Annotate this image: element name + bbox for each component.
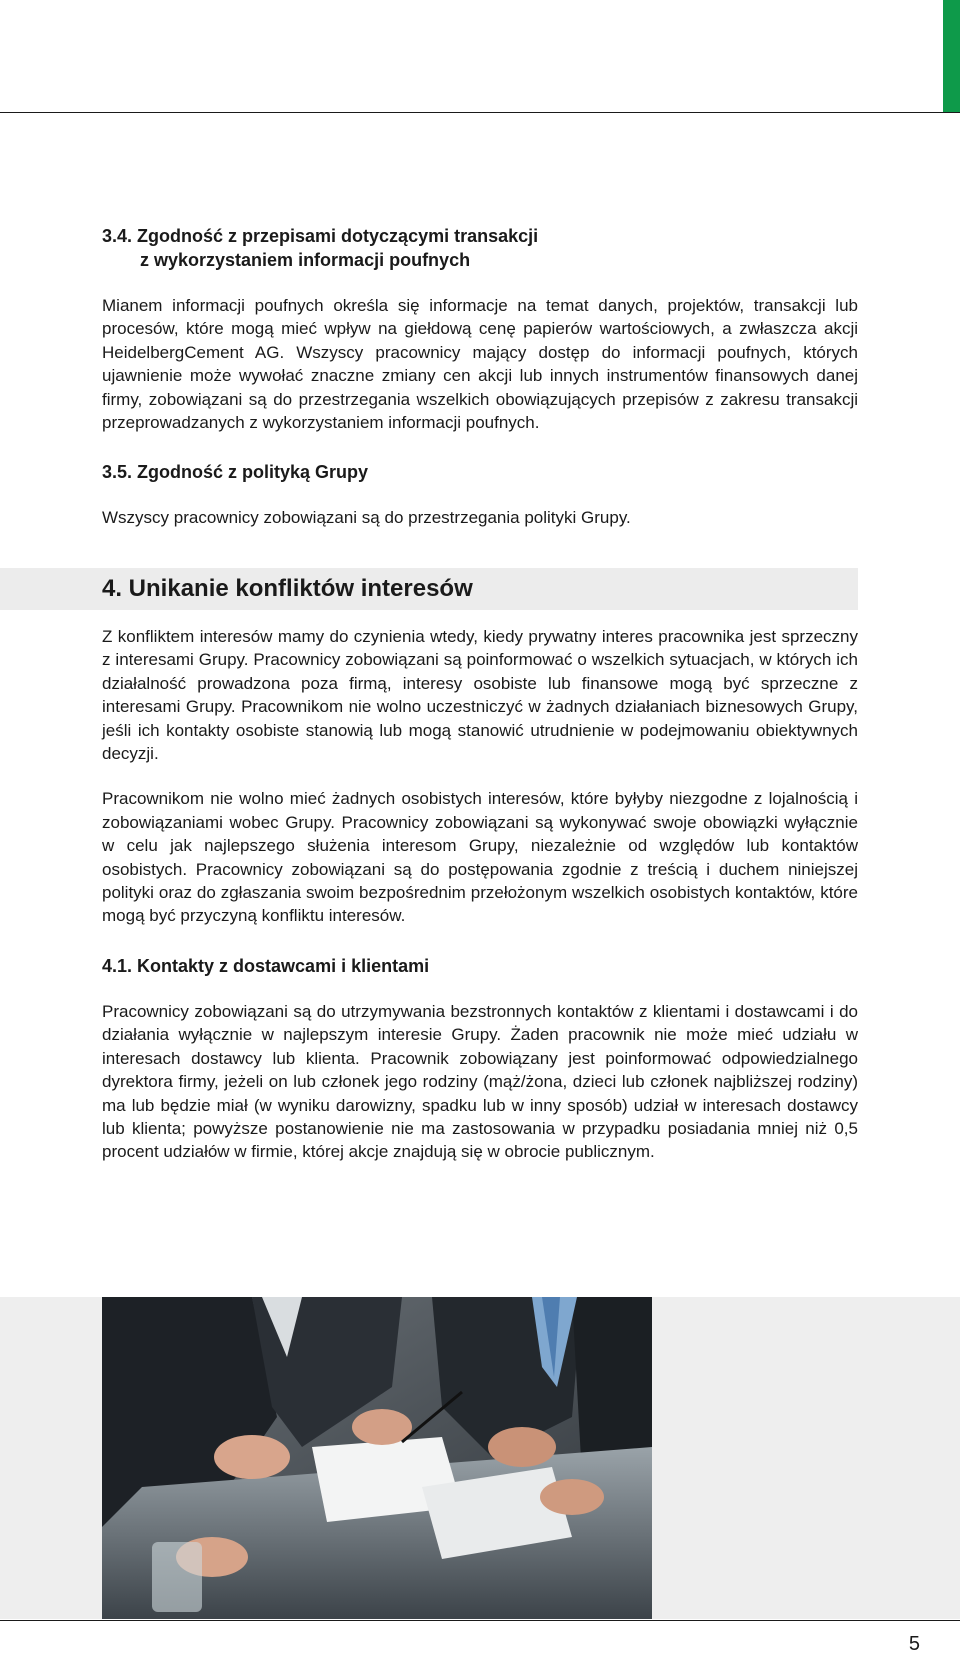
section-4-1-heading: 4.1. Kontakty z dostawcami i klientami — [102, 956, 430, 976]
section-3-5-body: Wszyscy pracownicy zobowiązani są do przestrzegania polityki Grupy. — [102, 508, 631, 527]
section-3-4-heading — [102, 224, 858, 272]
section-4-body — [102, 625, 858, 928]
brand-accent-tab — [943, 0, 960, 113]
header-rule — [0, 112, 960, 113]
section-4-1 — [102, 954, 858, 1164]
section-3-5-heading: 3.5. Zgodność z polityką Grupy — [102, 462, 369, 482]
section-3-4-heading-line1: 3.4. Zgodność z przepisami dotyczącymi transakcji — [102, 226, 539, 246]
section-4-para-2: Pracownikom nie wolno mieć żadnych osobistych interesów, które byłyby niezgodne z lojalnością i zobowiązaniami wobec Grupy. Pracownicy zobowiązani są wykonywać swoje obowiązki wyłącznie w celu jak najlepszego służenia interesom Grupy, niezależnie od względów lub kontaktów osobistych. Pracownicy zobowiązani są do postępowania zgodnie z treścią i duchem niniejszej polityki oraz do zgłaszania swoim bezpośrednim przełożonym wszelkich osobistych kontaktów, które mogą być przyczyną konfliktu interesów. — [102, 789, 858, 926]
section-4-heading: 4. Unikanie konfliktów interesów — [102, 575, 473, 602]
section-3-4 — [102, 224, 858, 434]
section-3-4-heading-line2: z wykorzystaniem informacji poufnych — [140, 250, 471, 270]
section-4-1-body: Pracownicy zobowiązani są do utrzymywania bezstronnych kontaktów z klientami i dostawcami i do działania wyłącznie w najlepszym interesie Grupy. Żaden pracownik nie może mieć udziału w interesach dostawcy lub klienta. Pracownik zobowiązany jest poinformować odpowiedzialnego dyrektora firmy, jeżeli on lub członek jego rodziny (mąż/żona, dzieci lub członek najbliższej rodziny) ma lub będzie miał (w wyniku darowizny, spadku lub w inny sposób) udział w interesach dostawcy lub klienta; powyższe postanowienie nie ma zastosowania w przypadku posiadania mniej niż 0,5 procent udziałów w firmie, której akcje znajdują się w obrocie publicznym. — [102, 1002, 858, 1162]
section-4-para-1: Z konfliktem interesów mamy do czynienia wtedy, kiedy prywatny interes pracownika jest sprzeczny z interesami Grupy. Pracownicy zobowiązani są poinformować o wszelkich sytuacjach, w których ich działalność prowadzona poza firmą, interesy osobiste lub finansowe mogą być sprzeczne z interesami Grupy. Pracownikom nie wolno uczestniczyć w żadnych działaniach biznesowych Grupy, jeśli ich kontakty osobiste stanowią lub mogą stanowić utrudnienie w podejmowaniu obiektywnych decyzji. — [102, 627, 858, 764]
business-meeting-photo — [102, 1297, 652, 1619]
footer-rule — [0, 1620, 960, 1621]
section-3-5 — [102, 460, 858, 529]
page-number: 5 — [908, 1633, 920, 1655]
section-3-4-body: Mianem informacji poufnych określa się informacje na temat danych, projektów, transakcji lub procesów, które mogą mieć wpływ na giełdową cenę papierów wartościowych, a zwłaszcza akcji HeidelbergCement AG. Wszyscy pracownicy mający dostęp do informacji poufnych, których ujawnienie może wywołać znaczne zmiany cen akcji lub innych instrumentów finansowych danej firmy, zobowiązani są do przestrzegania wszelkich obowiązujących przepisów z zakresu transakcji przeprowadzanych z wykorzystaniem informacji poufnych. — [102, 296, 858, 433]
